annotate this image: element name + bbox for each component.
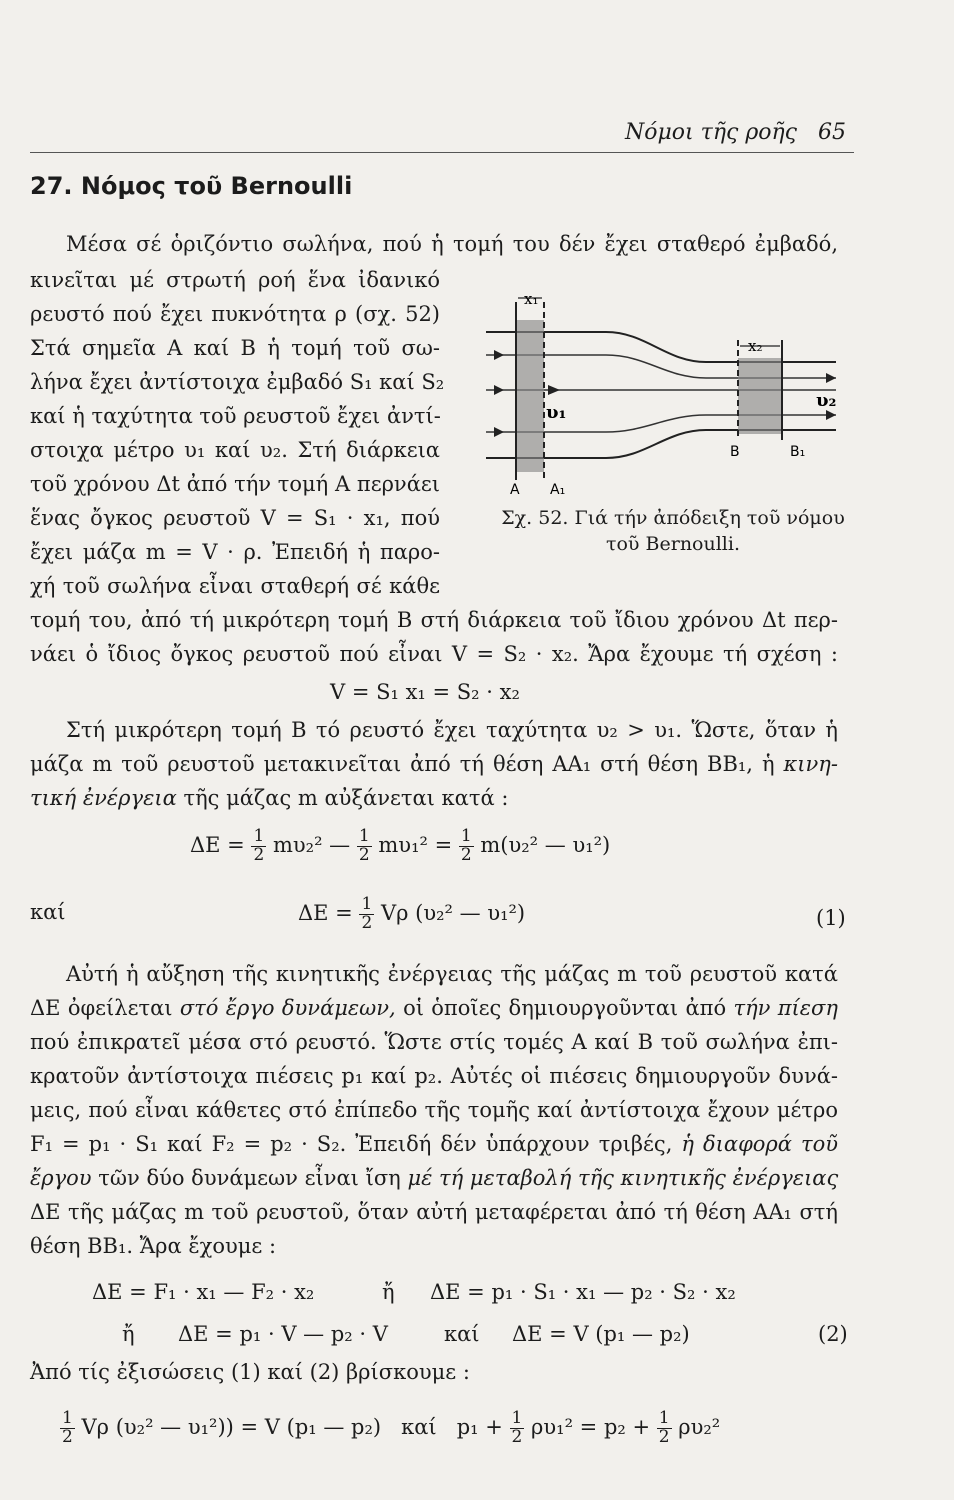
eq-part: Vρ (υ₂² — υ₁²)) = V (p₁ — p₂) [81, 1414, 382, 1439]
numerator: 1 [361, 894, 373, 914]
eq-part: καί [401, 1414, 437, 1439]
fraction [510, 1410, 525, 1447]
paragraph-line: κρατοῦν ἀντίστοιχα πιέσεις p₁ καί p₂. Αὐτές οἱ πιέσεις δημιουργοῦν δυνά- [30, 1064, 838, 1088]
denominator: 2 [62, 1426, 73, 1447]
paragraph-line [30, 996, 838, 1020]
eq-part: Vρ (υ₂² — υ₁²) [380, 900, 526, 925]
label-A1: A₁ [550, 482, 566, 498]
eq-2-row2c: καί [444, 1322, 480, 1346]
denominator: 2 [460, 844, 472, 865]
denominator: 2 [361, 912, 373, 933]
eq-part: ρυ₂² [678, 1414, 721, 1439]
label-A: A [510, 482, 520, 498]
paragraph-line: Ἀπό τίς ἐξισώσεις (1) καί (2) βρίσκουμε : [30, 1360, 470, 1384]
label-B1: B₁ [790, 444, 806, 460]
equation-number-2: (2) [818, 1322, 848, 1346]
paragraph-line: Μέσα σέ ὁριζόντιο σωλήνα, πού ἡ τομή του δέν ἔχει σταθερό ἐμβαδό, [66, 232, 838, 256]
paragraph-line: κινεῖται μέ στρωτή ροή ἕνα ἰδανικό [30, 268, 440, 292]
paragraph-line [30, 786, 508, 810]
paragraph-line: ἕνας ὄγκος ρευστοῦ V = S₁ · x₁, πού [30, 506, 440, 530]
section-title: 27. Νόμος τοῦ Bernoulli [30, 172, 353, 200]
eq-2-row2d: ΔΕ = V (p₁ — p₂) [512, 1322, 690, 1346]
header-rule [30, 152, 854, 153]
label-B: B [730, 444, 740, 460]
eq-part: ΔΕ = [298, 900, 353, 925]
caption-line: τοῦ Bernoulli. [605, 532, 740, 555]
paragraph-line: θέση ΒΒ₁. Ἄρα ἔχουμε : [30, 1234, 277, 1258]
flow-arrow-icon [494, 427, 504, 437]
eq-2-row2a: ἤ [122, 1322, 135, 1346]
page-number: 65 [818, 120, 846, 145]
fraction [657, 1410, 672, 1447]
eq-part: mυ₂² — [272, 832, 351, 857]
numerator: 1 [511, 1408, 523, 1428]
word-kai: καί [30, 900, 66, 924]
numerator: 1 [62, 1408, 73, 1428]
running-title: Νόμοι τῆς ροῆς [625, 120, 798, 145]
running-header [625, 120, 846, 145]
label-v2: υ₂ [816, 390, 837, 411]
numerator: 1 [460, 826, 472, 846]
paragraph-line: Στή μικρότερη τομή Β τό ρευστό ἔχει ταχύτητα υ₂ > υ₁. Ὥστε, ὅταν ἡ [66, 718, 838, 742]
paragraph-line: χή τοῦ σωλήνα εἶναι σταθερή σέ κάθε [30, 574, 440, 598]
flow-arrow-icon [494, 385, 504, 395]
denominator: 2 [358, 844, 370, 865]
paragraph-line [30, 1132, 838, 1156]
text-run: F₁ = p₁ · S₁ καί F₂ = p₂ · S₂. Ἐπειδή δέν ὑπάρχουν τριβές, [30, 1132, 673, 1156]
denominator: 2 [511, 1426, 523, 1447]
paragraph-line: ΔΕ τῆς μάζας m τοῦ ρευστοῦ, ὅταν αὐτή μεταφέρεται ἀπό τή θέση ΑΑ₁ στή [30, 1200, 838, 1224]
paragraph-line [30, 752, 838, 776]
text-run-italic: τήν πίεση [733, 996, 838, 1020]
equation-final [60, 1410, 720, 1447]
text-run: τῶν δύο δυνάμεων εἶναι ἴση [98, 1166, 401, 1190]
equation-1 [298, 896, 525, 933]
equation-energy [190, 828, 610, 865]
paragraph-line: τομή του, ἀπό τή μικρότερη τομή Β στή διάρκεια τοῦ ἴδιου χρόνου Δt περ- [30, 608, 838, 632]
eq-part: ΔΕ = [190, 832, 245, 857]
denominator: 2 [658, 1426, 670, 1447]
paragraph-line: μεις, πού εἶναι κάθετες στό ἐπίπεδο τῆς τομῆς καί ἀντίστοιχα ἔχουν μέτρο [30, 1098, 838, 1122]
eq-part: p₁ + [456, 1414, 503, 1439]
text-run: οἱ ὁποῖες δημιουργοῦνται ἀπό [403, 996, 727, 1020]
text-run-italic: τική ἐνέργεια [30, 786, 177, 810]
paragraph-line: Αὐτή ἡ αὔξηση τῆς κινητικῆς ἐνέργειας τῆς μάζας m τοῦ ρευστοῦ κατά [66, 962, 838, 986]
paragraph-line: στοιχα μέτρο υ₁ καί υ₂. Στή διάρκεια [30, 438, 440, 462]
text-run-italic: στό ἔργο δυνάμεων, [179, 996, 396, 1020]
caption-line: Σχ. 52. Γιά τήν ἀπόδειξη τοῦ νόμου [501, 507, 845, 529]
numerator: 1 [253, 826, 265, 846]
figure-52-pipe-diagram [486, 280, 846, 500]
text-run-italic: κινη- [783, 752, 838, 776]
eq-part: m(υ₂² — υ₁²) [480, 832, 611, 857]
text-run-italic: ἔργου [30, 1166, 92, 1190]
fraction [251, 828, 266, 865]
paragraph-line: πού ἐπικρατεῖ μέσα στό ρευστό. Ὥστε στίς τομές Α καί Β τοῦ σωλήνα ἐπι- [30, 1030, 838, 1054]
text-run-italic: μέ τή μεταβολή τῆς κινητικῆς ἐνέργειας [407, 1166, 839, 1190]
eq-2-row1a: ΔΕ = F₁ · x₁ — F₂ · x₂ [92, 1280, 315, 1304]
fraction [357, 828, 372, 865]
equation-number-1: (1) [816, 906, 846, 930]
velocity-arrow-icon [548, 385, 560, 395]
eq-part: mυ₁² = [378, 832, 453, 857]
eq-2-row1b: ἤ [382, 1280, 395, 1304]
label-x2: x₂ [748, 337, 763, 355]
flow-arrow-icon [826, 373, 836, 383]
fraction [359, 896, 374, 933]
paragraph-line: λήνα ἔχει ἀντίστοιχα ἐμβαδό S₁ καί S₂ [30, 370, 445, 394]
paragraph-line: ρευστό πού ἔχει πυκνότητα ρ (σχ. 52) [30, 302, 440, 326]
section-A-shading [516, 320, 544, 472]
equation-volume: V = S₁ x₁ = S₂ · x₂ [330, 680, 520, 704]
paragraph-line: Στά σημεῖα Α καί Β ἡ τομή τοῦ σω- [30, 336, 440, 360]
paragraph-line: νάει ὁ ἴδιος ὄγκος ρευστοῦ πού εἶναι V = S₂ · x₂. Ἄρα ἔχουμε τή σχέση : [30, 642, 838, 666]
text-run: τῆς μάζας m αὐξάνεται κατά : [183, 786, 509, 810]
numerator: 1 [658, 1408, 670, 1428]
text-run-italic: ἡ διαφορά τοῦ [681, 1132, 838, 1156]
fraction [60, 1410, 75, 1447]
numerator: 1 [358, 826, 370, 846]
denominator: 2 [253, 844, 265, 865]
paragraph-line: τοῦ χρόνου Δt ἀπό τήν τομή Α περνάει [30, 472, 440, 496]
label-v1: υ₁ [546, 402, 567, 423]
flow-arrow-icon [494, 350, 504, 360]
label-x1: x₁ [524, 290, 539, 308]
paragraph-line: καί ἡ ταχύτητα τοῦ ρευστοῦ ἔχει ἀντί- [30, 404, 441, 428]
paragraph-line: ἔχει μάζα m = V · ρ. Ἐπειδή ἡ παρο- [30, 540, 440, 564]
fraction [459, 828, 474, 865]
paragraph-line [30, 1166, 838, 1190]
section-B-shading [738, 358, 782, 434]
figure-caption [498, 506, 848, 557]
eq-2-row1c: ΔΕ = p₁ · S₁ · x₁ — p₂ · S₂ · x₂ [430, 1280, 736, 1304]
eq-part: ρυ₁² = p₂ + [531, 1414, 651, 1439]
text-run: μάζα m τοῦ ρευστοῦ μετακινεῖται ἀπό τή θέση ΑΑ₁ στή θέση ΒΒ₁, ἡ [30, 752, 775, 776]
text-run: ΔΕ ὀφείλεται [30, 996, 173, 1020]
flow-arrow-icon [826, 410, 836, 420]
eq-2-row2b: ΔΕ = p₁ · V — p₂ · V [178, 1322, 388, 1346]
